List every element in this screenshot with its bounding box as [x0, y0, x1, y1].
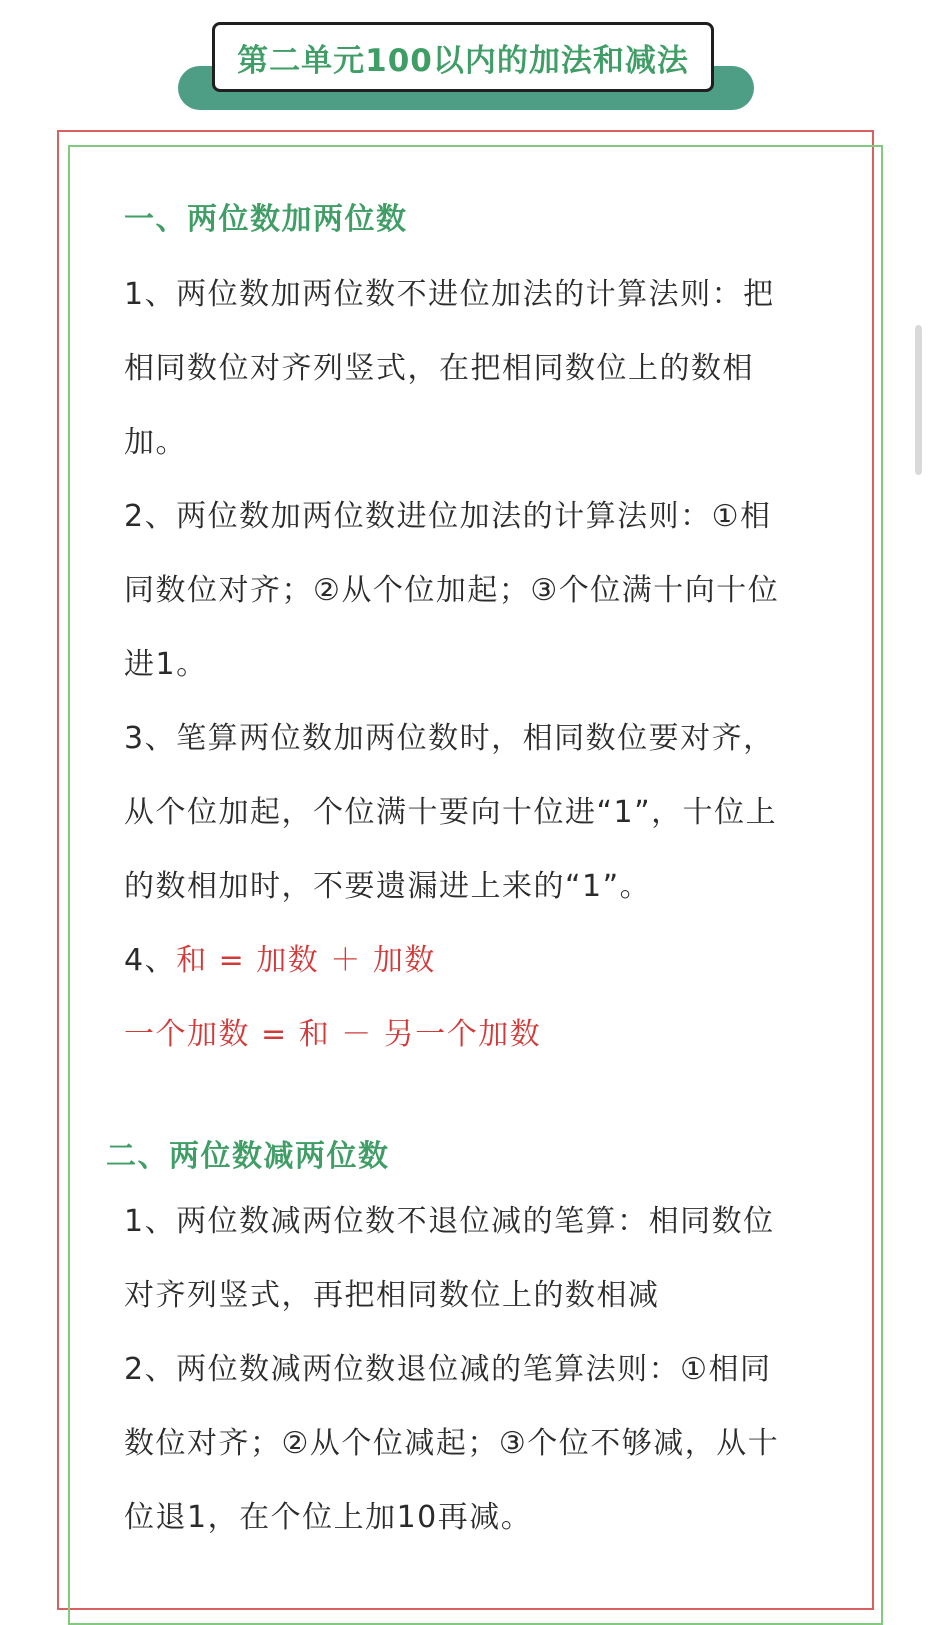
text-line: 1、两位数减两位数不退位减的笔算：相同数位	[124, 1204, 775, 1239]
title-banner	[212, 22, 714, 92]
text-line: 数位对齐；②从个位减起；③个位不够减，从十	[124, 1426, 780, 1461]
text-line: 位退1，在个位上加10再减。	[124, 1500, 533, 1535]
formula-prefix: 4、	[124, 943, 177, 978]
section-heading-addition: 一、两位数加两位数	[124, 202, 408, 237]
text-line: 从个位加起，个位满十要向十位进“1”，十位上	[124, 795, 778, 830]
text-line: 进1。	[124, 647, 208, 682]
formula-addend: 一个加数 = 和 － 另一个加数	[124, 1017, 542, 1052]
text-line: 3、笔算两位数加两位数时，相同数位要对齐，	[124, 721, 775, 756]
text-line: 同数位对齐；②从个位加起；③个位满十向十位	[124, 573, 780, 608]
formula-line-sum	[124, 941, 436, 981]
text-line: 加。	[124, 425, 187, 460]
text-line: 2、两位数加两位数进位加法的计算法则：①相	[124, 499, 772, 534]
page-title: 第二单元100以内的加法和减法	[237, 42, 689, 79]
text-line: 2、两位数减两位数退位减的笔算法则：①相同	[124, 1352, 772, 1387]
text-line: 的数相加时，不要遗漏进上来的“1”。	[124, 869, 652, 904]
scrollbar-thumb[interactable]	[915, 325, 922, 475]
section-heading-subtraction: 二、两位数减两位数	[106, 1139, 390, 1174]
text-line: 相同数位对齐列竖式，在把相同数位上的数相	[124, 351, 754, 386]
text-line: 对齐列竖式，再把相同数位上的数相减	[124, 1278, 660, 1313]
formula-sum: 和 = 加数 ＋ 加数	[176, 943, 436, 978]
text-line: 1、两位数加两位数不进位加法的计算法则：把	[124, 277, 775, 312]
